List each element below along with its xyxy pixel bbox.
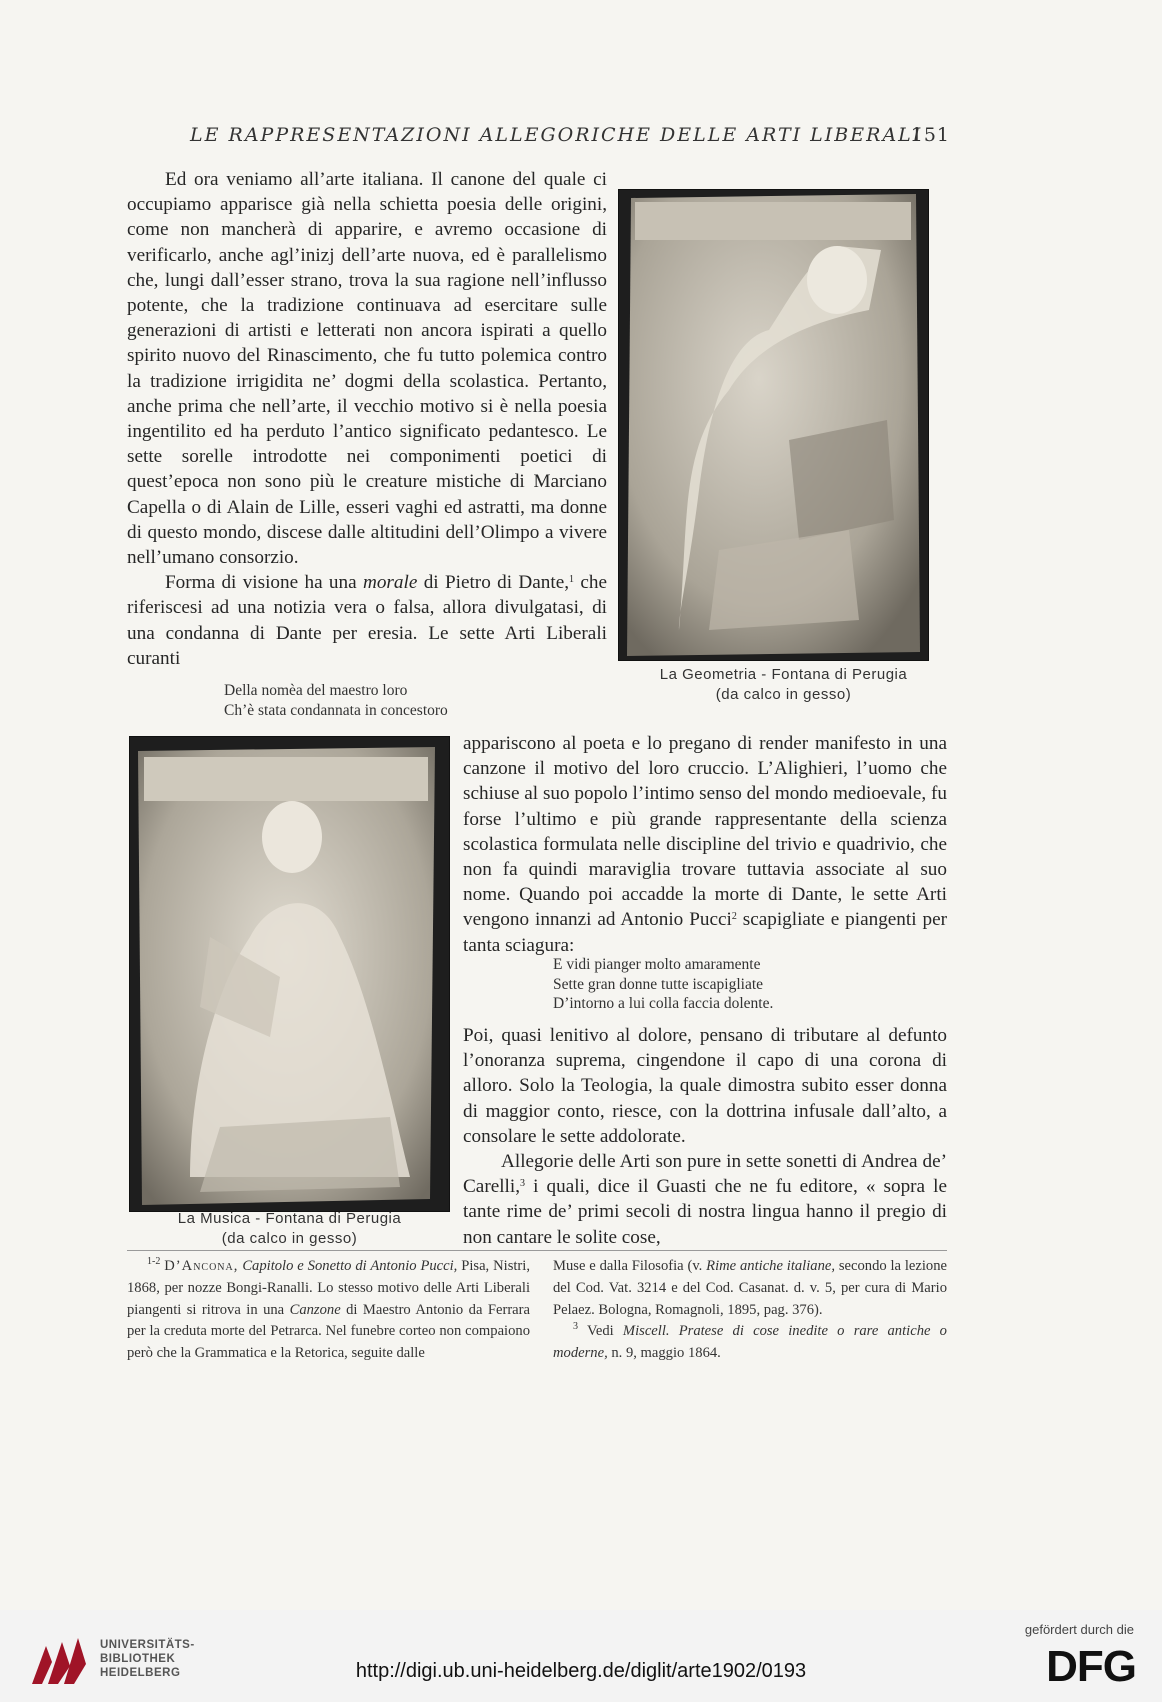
dfg-logo: DFG: [1046, 1642, 1136, 1691]
footnote: $^3$ Vedi Miscell. Pratese di cose inedite o rare antiche o moderne, n. 9, maggio 1864.: [553, 1321, 947, 1362]
paragraph: appariscono al poeta e lo pregano di render manifesto in una canzone il motivo del loro cruccio. L’Alighieri, l’uomo che schiuse al suo popolo l’intimo senso del mondo medioevale, fu forse l’ultimo e più grande rappresentante della scienza scolastica formulata nelle discipline del trivio e quadrivio, che non fa quindi maraviglia trovare tuttavia associate al suo nome. Quando poi accadde la morte di Dante, le sette Arti vengono innanzi ad Antonio Pucci$^2$ scapigliate e piangenti per tanta sciagura:: [463, 733, 947, 956]
body-column-top-left: [127, 167, 607, 671]
paragraph: Ed ora veniamo all’arte italiana. Il canone del quale ci occupiamo apparisce già nella schietta poesia delle origini, come non mancherà di apparire, e avremo occasione di verificarlo, anche agl’inizj dell’arte nuova, ed è parallelismo che, lungi dall’esser strano, trova la sua ragione nell’influsso potente, che la tradizione continuava ad esercitare sulle generazioni di artisti e letterati non ancora ispirati a quello spirito nuovo del Rinascimento, che fu tutto polemica contro la tradizione irrigidita ne’ dogmi della scolastica. Pertanto, anche prima che nell’arte, il vecchio motivo si è nella poesia ingentilito ed ha perduto l’antico significato pedantesco. Le sette sorelle introdotte nei componimenti poetici di quest’epoca non sono più le creature mistiche di Marciano Capella o di Alain de Lille, esseri vaghi ed astratti, ma donne di questo mondo, discese dalle altitudini dell’Olimpo a vivere nell’umano consorzio.: [127, 169, 607, 569]
footnote: Muse e dalla Filosofia (v. Rime antiche italiane, secondo la lezione del Cod. Vat. 3214 e del Cod. Casanat. d. v. 5, per cura di Mario Pelaez. Bologna, Romagnoli, 1895, pag. 376).: [553, 1258, 947, 1318]
caption-line: (da calco in gesso): [715, 686, 852, 703]
verse-line: Della nomèa del maestro loro: [224, 682, 408, 699]
body-column-right-lower: [463, 1023, 947, 1250]
caption-line: (da calco in gesso): [221, 1230, 358, 1247]
footnotes-left: [127, 1256, 530, 1365]
verse-line: Sette gran donne tutte iscapigliate: [553, 975, 764, 993]
running-title: LE RAPPRESENTAZIONI ALLEGORICHE DELLE ARTI LIBERALI: [190, 124, 923, 146]
funder-label: gefördert durch die: [1024, 1622, 1134, 1637]
verse-line: E vidi pianger molto amaramente: [553, 956, 761, 973]
library-name: UNIVERSITÄTS- BIBLIOTHEK HEIDELBERG: [100, 1639, 195, 1679]
verse-line: Ch’è stata condannata in concestoro: [224, 701, 448, 719]
paragraph: Forma di visione ha una morale di Pietro di Dante,$^1$ che riferiscesi ad una notizia vera o falsa, allora divulgatasi, di una condanna di Dante per eresia. Le sette Arti Liberali curanti: [127, 572, 607, 669]
verse-line: D’intorno a lui colla faccia dolente.: [553, 995, 774, 1012]
footnote-rule: [127, 1250, 947, 1251]
page-number: 151: [910, 124, 950, 146]
verse-quote-2: [553, 955, 773, 1014]
footnotes-right: [553, 1256, 947, 1365]
figure-geometria-image: [619, 190, 928, 660]
paragraph: Allegorie delle Arti son pure in sette sonetti di Andrea de’ Carelli,$^3$ i quali, dice il Guasti che ne fu editore, « sopra le tante rime de’ primi secoli di nostra lingua hanno il pregio di non cantare le solite cose,: [463, 1151, 947, 1248]
figure-musica-image: [130, 737, 449, 1211]
footnote: $^{1-2}$ D’Ancona, Capitolo e Sonetto di Antonio Pucci, Pisa, Nistri, 1868, per nozze Bongi-Ranalli. Lo stesso motivo delle Arti Liberali piangenti si ritrova in una Canzone di Maestro Antonio da Ferrara per la creduta morte del Petrarca. Nel funebre corteo non compaiono però che la Grammatica e la Retorica, seguite dalle: [127, 1256, 530, 1362]
body-column-right: [463, 731, 947, 958]
paragraph: Poi, quasi lenitivo al dolore, pensano di tributare al defunto l’onoranza suprema, cingendone il capo di una corona di alloro. Solo la Teologia, la quale dimostra subito esser donna di maggior conto, riesce, con la dottrina infusale dall’alto, a consolare le sette addolorate.: [463, 1025, 947, 1147]
source-url-link[interactable]: http://digi.ub.uni-heidelberg.de/diglit/arte1902/0193: [355, 1660, 807, 1682]
caption-line: La Musica - Fontana di Perugia: [177, 1210, 402, 1227]
verse-quote-1: [224, 681, 448, 720]
footer-bar: [0, 1610, 1162, 1702]
figure-geometria-caption: [619, 665, 948, 705]
figure-musica-caption: [130, 1209, 449, 1249]
caption-line: La Geometria - Fontana di Perugia: [659, 666, 908, 683]
